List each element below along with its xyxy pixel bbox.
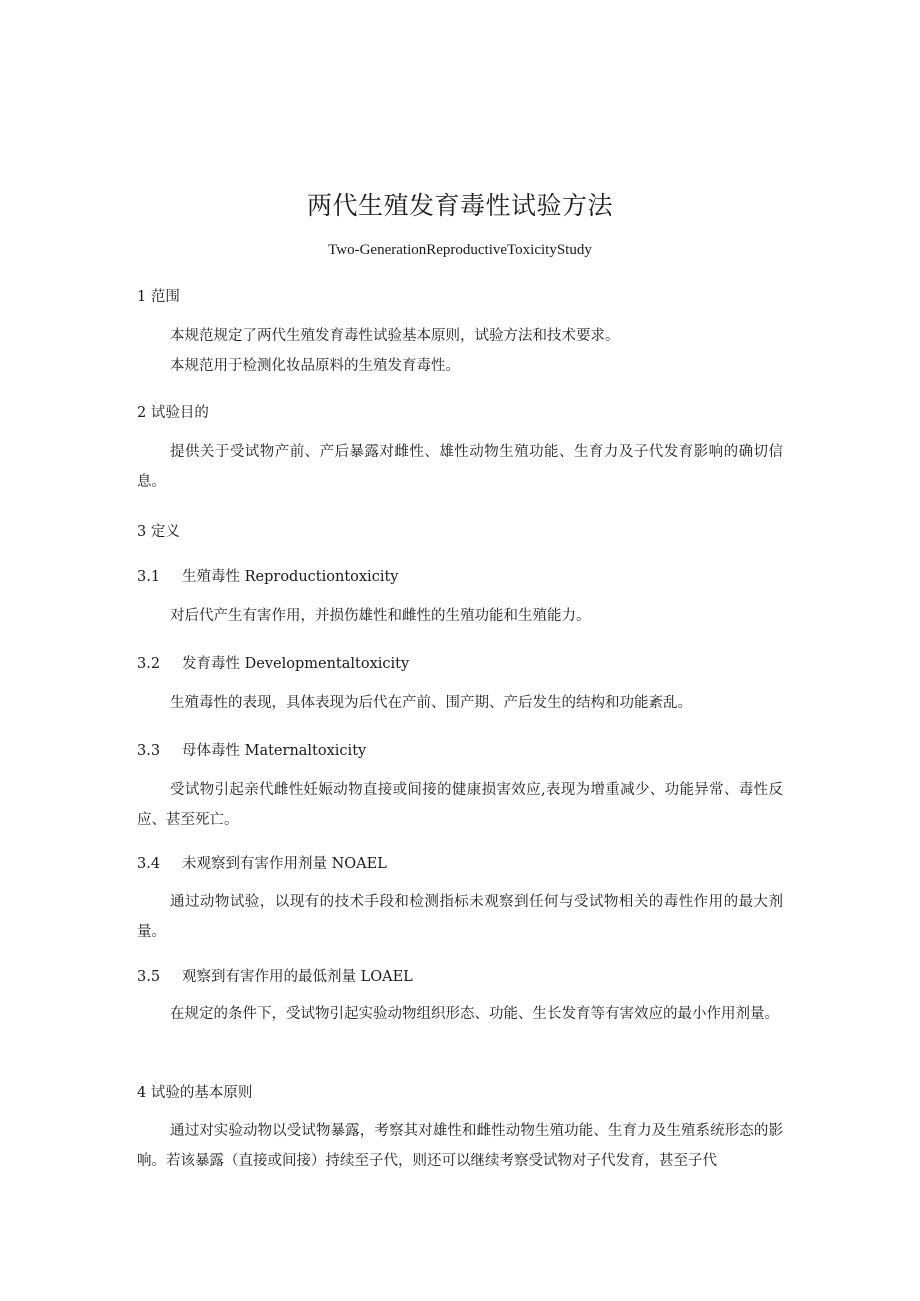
definition-3-1-heading <box>137 565 398 586</box>
definition-3-3-text: 受试物引起亲代雌性妊娠动物直接或间接的健康损害效应,表现为增重减少、功能异常、毒性反应、甚至死亡。 <box>137 782 783 828</box>
section-1-heading: 1 范围 <box>137 289 180 305</box>
section-3-heading: 3 定义 <box>137 524 180 540</box>
page-title: 两代生殖发育毒性试验方法 <box>306 191 613 220</box>
definition-term: 观察到有害作用的最低剂量 LOAEL <box>182 969 413 985</box>
definition-term: 生殖毒性 Reproductiontoxicity <box>182 569 399 585</box>
definition-3-1-text: 对后代产生有害作用，并损伤雄性和雌性的生殖功能和生殖能力。 <box>170 608 591 624</box>
definition-3-4-heading <box>137 852 387 873</box>
definition-term: 发育毒性 Developmentaltoxicity <box>182 656 410 672</box>
definition-number: 3.1 <box>137 569 161 585</box>
definition-3-2-heading <box>137 652 409 673</box>
section-2-para-1: 提供关于受试物产前、产后暴露对雌性、雄性动物生殖功能、生育力及子代发育影响的确切信息。 <box>137 444 783 490</box>
definition-3-3-heading <box>137 739 366 760</box>
definition-3-2-text: 生殖毒性的表现，具体表现为后代在产前、围产期、产后发生的结构和功能紊乱。 <box>170 695 692 711</box>
definition-term: 母体毒性 Maternaltoxicity <box>182 743 367 759</box>
section-1-para-1: 本规范规定了两代生殖发育毒性试验基本原则，试验方法和技术要求。 <box>170 328 620 344</box>
definition-number: 3.2 <box>137 656 161 672</box>
section-1-para-2: 本规范用于检测化妆品原料的生殖发育毒性。 <box>170 358 460 374</box>
definition-number: 3.4 <box>137 856 161 872</box>
definition-number: 3.5 <box>137 969 161 985</box>
definition-term: 未观察到有害作用剂量 NOAEL <box>182 856 387 872</box>
definition-3-5-heading <box>137 965 413 986</box>
page-subtitle: Two-GenerationReproductiveToxicityStudy <box>328 242 592 258</box>
section-4-heading: 4 试验的基本原则 <box>137 1085 253 1101</box>
section-2-heading: 2 试验目的 <box>137 405 209 421</box>
definition-3-5-text: 在规定的条件下，受试物引起实验动物组织形态、功能、生长发育等有害效应的最小作用剂量。 <box>170 1006 779 1022</box>
definition-number: 3.3 <box>137 743 161 759</box>
definition-3-4-text: 通过动物试验，以现有的技术手段和检测指标未观察到任何与受试物相关的毒性作用的最大剂量。 <box>137 894 783 940</box>
section-4-para-1: 通过对实验动物以受试物暴露，考察其对雄性和雌性动物生殖功能、生育力及生殖系统形态的影响。若该暴露（直接或间接）持续至子代，则还可以继续考察受试物对子代发育，甚至子代 <box>137 1123 783 1169</box>
